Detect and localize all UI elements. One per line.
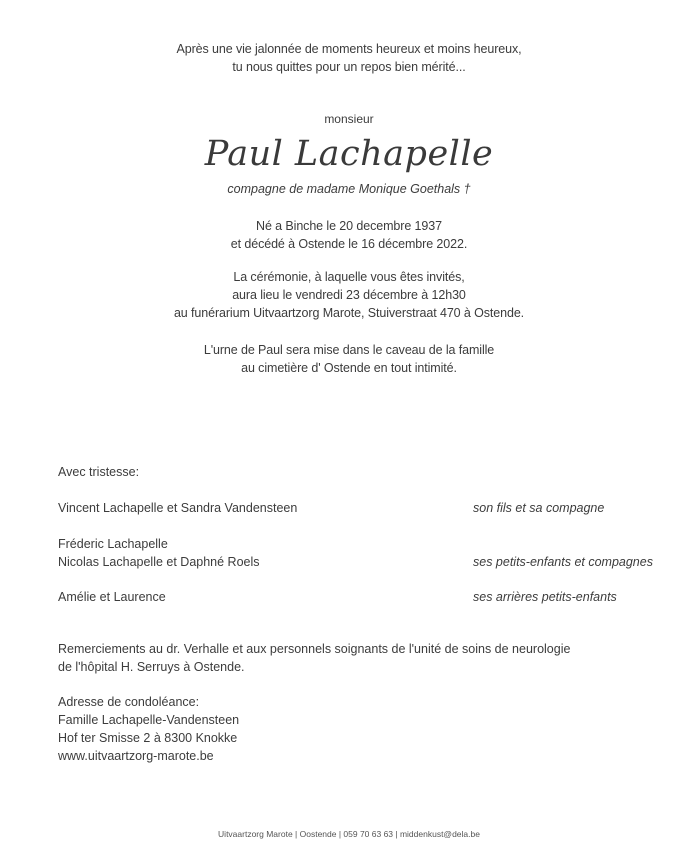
family-relation: ses arrières petits-enfants [473,590,617,604]
birth-death-dates [0,217,698,253]
family-heading: Avec tristesse: [58,465,140,479]
thanks-line: Remerciements au dr. Verhalle et aux personnels soignants de l'unité de soins de neurologie [58,642,571,656]
family-group [58,499,658,517]
condolence-heading: Adresse de condoléance: [58,695,200,709]
thanks-text [58,640,570,676]
family-group [58,588,658,606]
urn-line: au cimetière d' Ostende en tout intimité. [241,361,457,375]
deceased-name: Paul Lachapelle [204,134,494,174]
condolence-family: Famille Lachapelle-Vandensteen [58,713,240,727]
urn-info [0,341,698,377]
family-names: Nicolas Lachapelle et Daphné Roels [58,555,260,569]
family-names: Fréderic Lachapelle [58,537,168,551]
footer-contact: Uitvaartzorg Marote | Oostende | 059 70 63 63 | middenkust@dela.be [218,829,480,839]
family-relation: son fils et sa compagne [473,501,605,515]
ceremony-line: au funérarium Uitvaartzorg Marote, Stuiverstraat 470 à Ostende. [173,306,525,320]
intro-line: tu nous quittes pour un repos bien mérité... [232,60,466,74]
intro-line: Après une vie jalonnée de moments heureux et moins heureux, [176,42,522,56]
condolence-address [58,693,239,765]
deceased-title: monsieur [324,112,374,126]
intro-text [0,40,698,76]
death-line: et décédé à Ostende le 16 décembre 2022. [230,237,468,251]
ceremony-info [0,268,698,322]
thanks-line: de l'hôpital H. Serruys à Ostende. [58,660,245,674]
ceremony-line: La cérémonie, à laquelle vous êtes invités, [233,270,465,284]
family-group [58,535,658,571]
birth-line: Né a Binche le 20 decembre 1937 [256,219,442,233]
ceremony-line: aura lieu le vendredi 23 décembre à 12h30 [232,288,466,302]
family-names: Vincent Lachapelle et Sandra Vandensteen [58,501,298,515]
deceased-spouse: compagne de madame Monique Goethals † [227,182,471,196]
family-names: Amélie et Laurence [58,590,166,604]
condolence-street: Hof ter Smisse 2 à 8300 Knokke [58,731,238,745]
urn-line: L'urne de Paul sera mise dans le caveau de la famille [203,343,495,357]
condolence-website-link[interactable]: www.uitvaartzorg-marote.be [58,749,214,763]
family-relation: ses petits-enfants et compagnes [473,555,653,569]
